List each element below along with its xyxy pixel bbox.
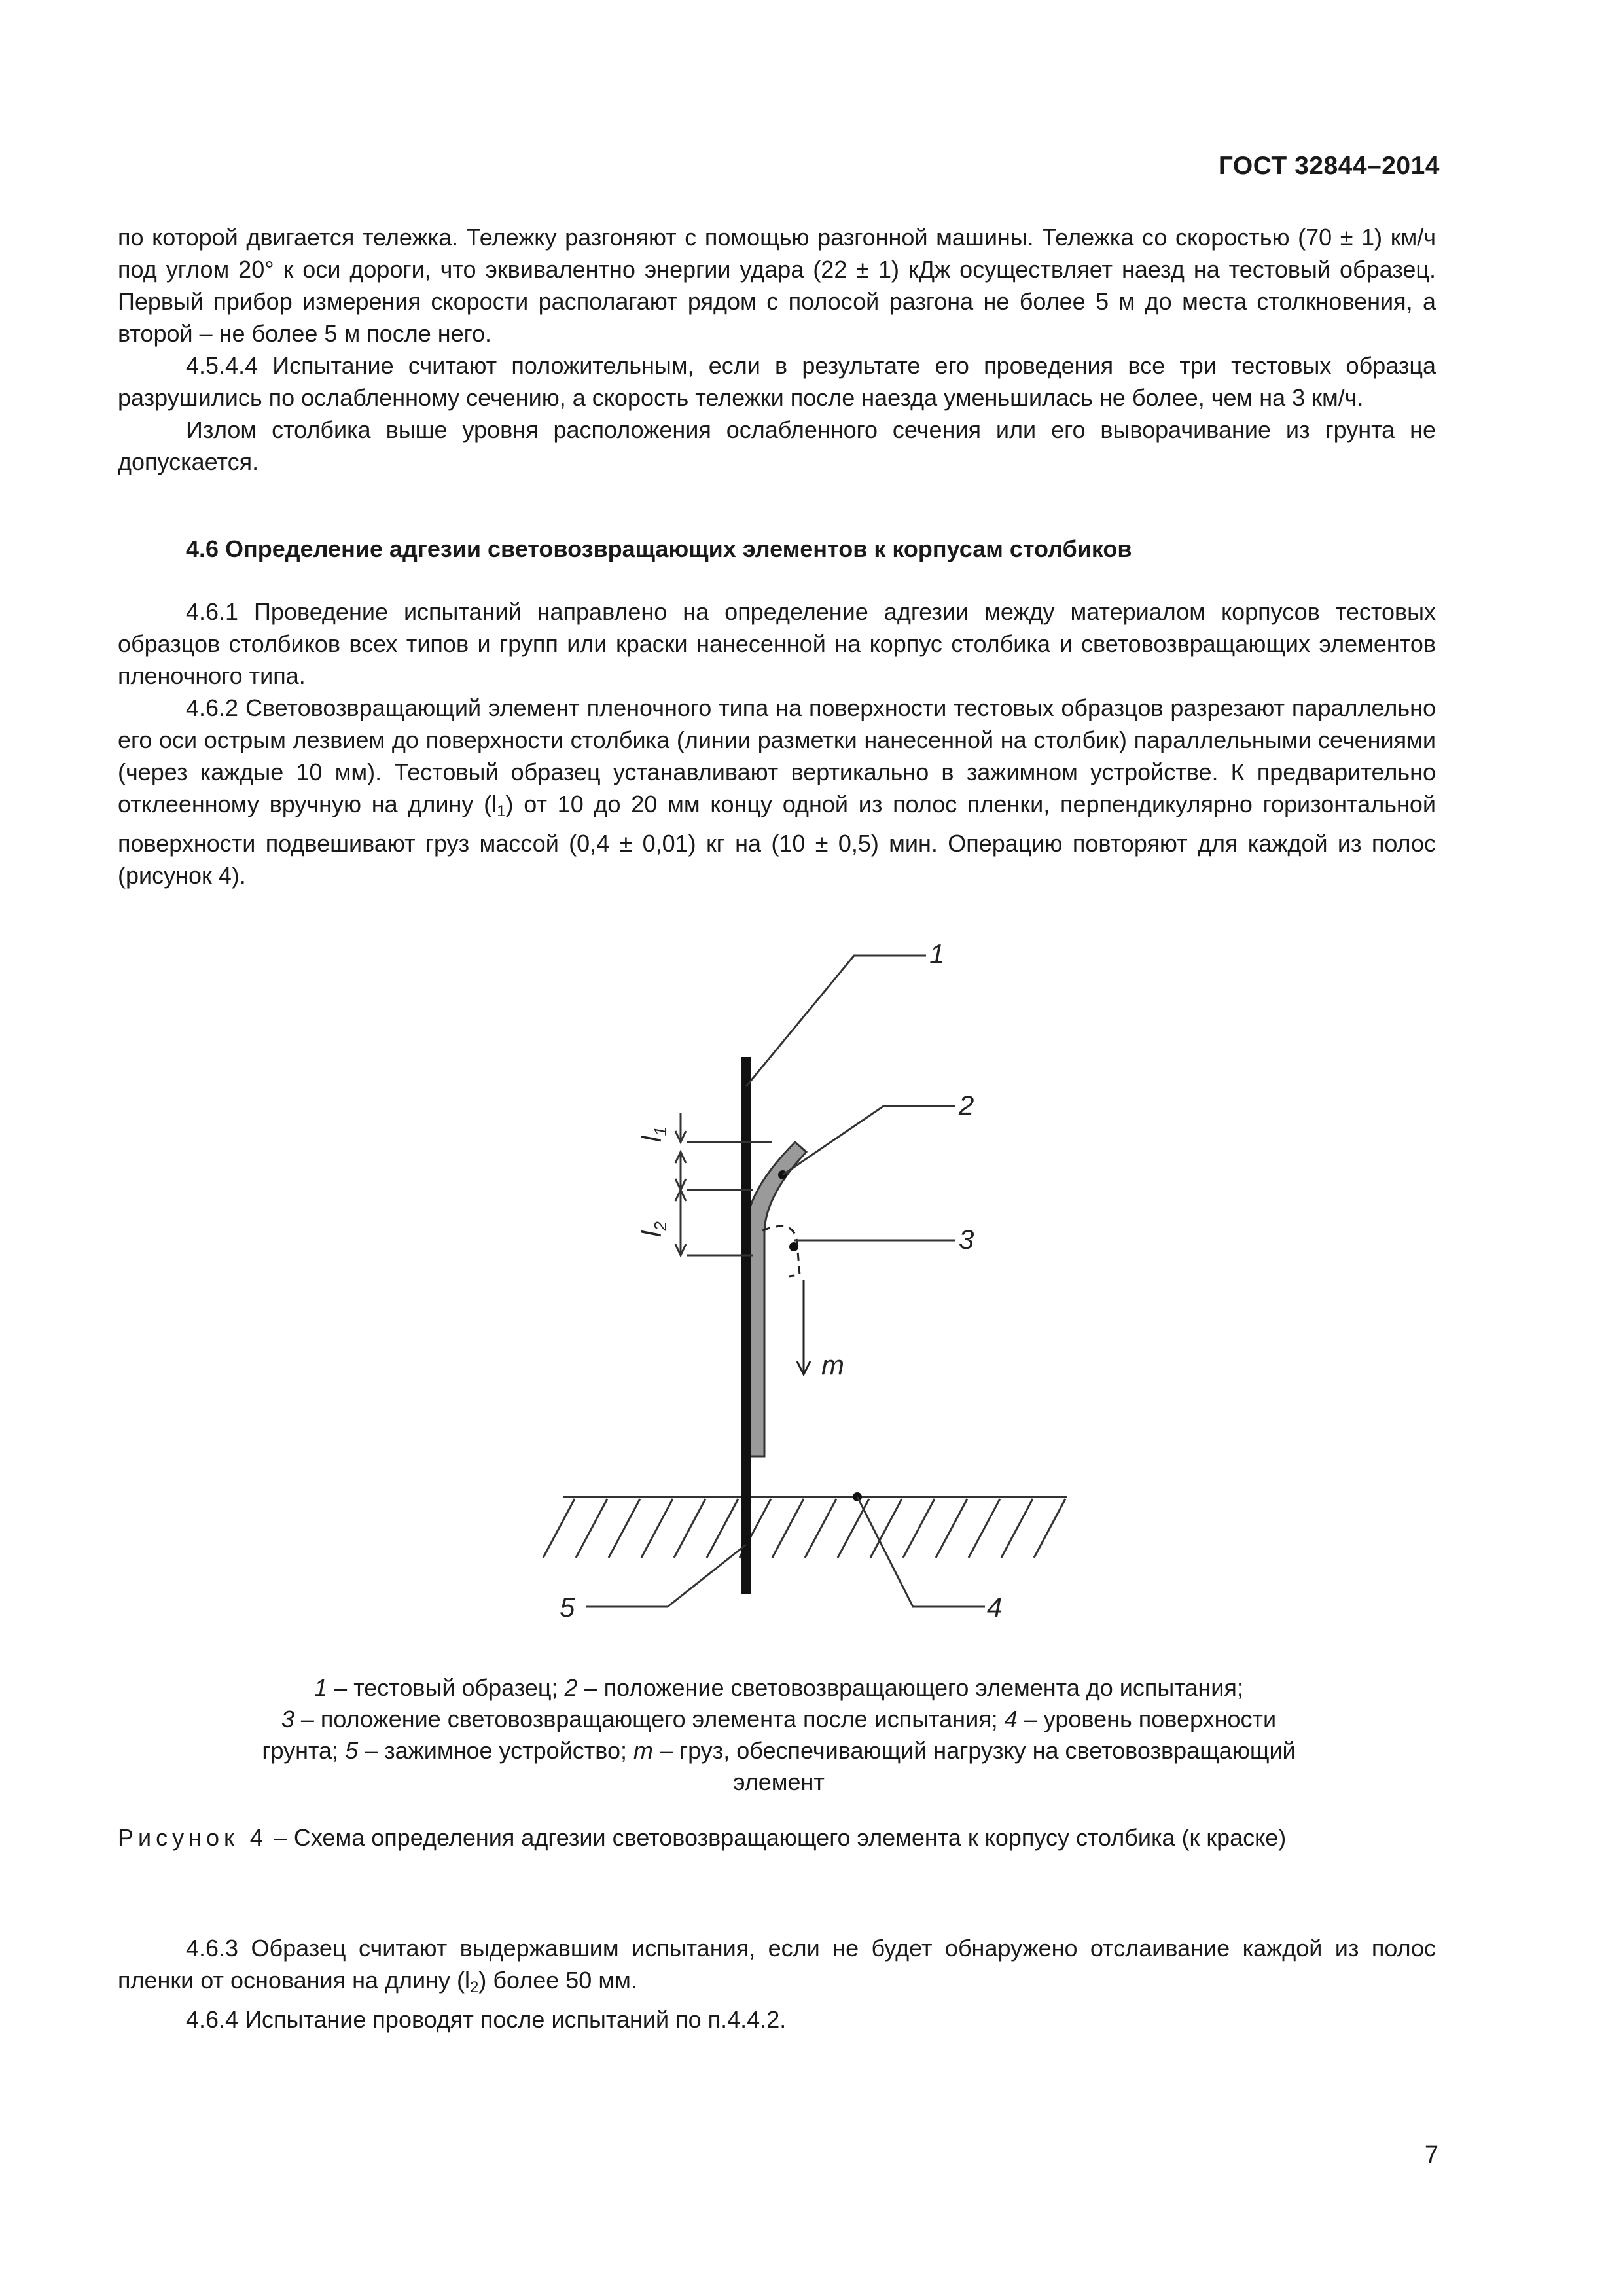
figure-title-text: – Схема определения адгезии световозвращающего элемента к корпусу столбика (к краске)	[267, 1824, 1287, 1851]
label-m: m	[821, 1350, 844, 1380]
label-l1: l1	[636, 1126, 670, 1142]
figure-legend	[164, 1672, 1394, 1798]
paragraph-4-6-4: 4.6.4 Испытание проводят после испытаний по п.4.4.2.	[186, 2006, 787, 2033]
legend-line-4: элемент	[733, 1768, 825, 1795]
reflective-strip	[746, 1142, 806, 1456]
ground-surface	[543, 1497, 1067, 1558]
point-3	[789, 1242, 798, 1251]
label-5: 5	[560, 1592, 575, 1623]
text-block-bottom	[118, 1932, 1436, 2036]
section-heading-4-6: 4.6 Определение адгезии световозвращающих элементов к корпусам столбиков	[186, 535, 1132, 562]
legend-line-1: 1 – тестовый образец; 2 – положение световозвращающего элемента до испытания;	[314, 1674, 1243, 1701]
leader-lines	[586, 956, 985, 1607]
label-1: 1	[929, 939, 945, 969]
paragraph-4-6-1: 4.6.1 Проведение испытаний направлено на определение адгезии между материалом корпусов тестовых образцов столбиков всех типов и групп или краски нанесенной на корпус столбика и световозвращающих элементов пленочного типа.	[118, 598, 1436, 689]
test-specimen	[741, 1057, 751, 1594]
legend-line-3: грунта; 5 – зажимное устройство; m – груз, обеспечивающий нагрузку на световозвращающий	[262, 1737, 1296, 1764]
document-header: ГОСТ 32844–2014	[1218, 152, 1440, 180]
p5-subscript: 1	[497, 802, 506, 820]
page-number: 7	[1424, 2142, 1438, 2169]
label-4: 4	[987, 1592, 1003, 1623]
paragraph-continuation: по которой двигается тележка. Тележку разгоняют с помощью разгонной машины. Тележка со скоростью (70 ± 1) км/ч под углом 20° к оси дороги, что эквивалентно энергии удара (22 ± 1) кДж осуществляет наезд на тестовый образец. Первый прибор измерения скорости располагают рядом с полосой разгона не более 5 м до места столкновения, а второй – не более 5 м после него.	[118, 224, 1436, 347]
label-3: 3	[959, 1224, 974, 1255]
paragraph-fracture-note: Излом столбика выше уровня расположения ослабленного сечения или его выворачивание из грунта не допускается.	[118, 416, 1436, 475]
weight-line	[797, 1280, 810, 1374]
label-2: 2	[959, 1090, 974, 1121]
legend-line-2: 3 – положение световозвращающего элемента после испытания; 4 – уровень поверхности	[281, 1706, 1277, 1732]
figure-title	[118, 1822, 1436, 1854]
paragraph-4-5-4-4: 4.5.4.4 Испытание считают положительным, если в результате его проведения все три тестовых образца разрушились по ослабленному сечению, а скорость тележки после наезда уменьшилась не более, чем на 3 км/ч.	[118, 352, 1436, 411]
paragraph-4-6-3: 4.6.3 Образец считают выдержавшим испытания, если не будет обнаружено отслаивание каждой из полос пленки от основания на длину $(l_2)$ более 50 мм.	[118, 1935, 1436, 1996]
figure-title-word: Рисунок 4	[118, 1824, 268, 1851]
label-l2: l2	[636, 1221, 670, 1237]
p5-part-a: 4.6.2 Световозвращающий элемент пленочного типа на поверхности тестовых образцов разрезают параллельно его оси острым лезвием до поверхности столбика (линии разметки нанесенной на столбик) параллельными сечениями (через каждые 10 мм). Тестовый образец устанавливают вертикально в зажимном устройстве. К предварительно отклеенному вручную на длину (l	[118, 694, 1436, 817]
p5-part-b: ) от 10 до 20 мм концу одной из полос пленки, перпендикулярно горизонтальной поверхности подвешивают груз массой (0,4 ± 0,01) кг на (10 ± 0,5) мин. Операцию повторяют для каждой из полос (рисунок 4).	[118, 791, 1436, 889]
